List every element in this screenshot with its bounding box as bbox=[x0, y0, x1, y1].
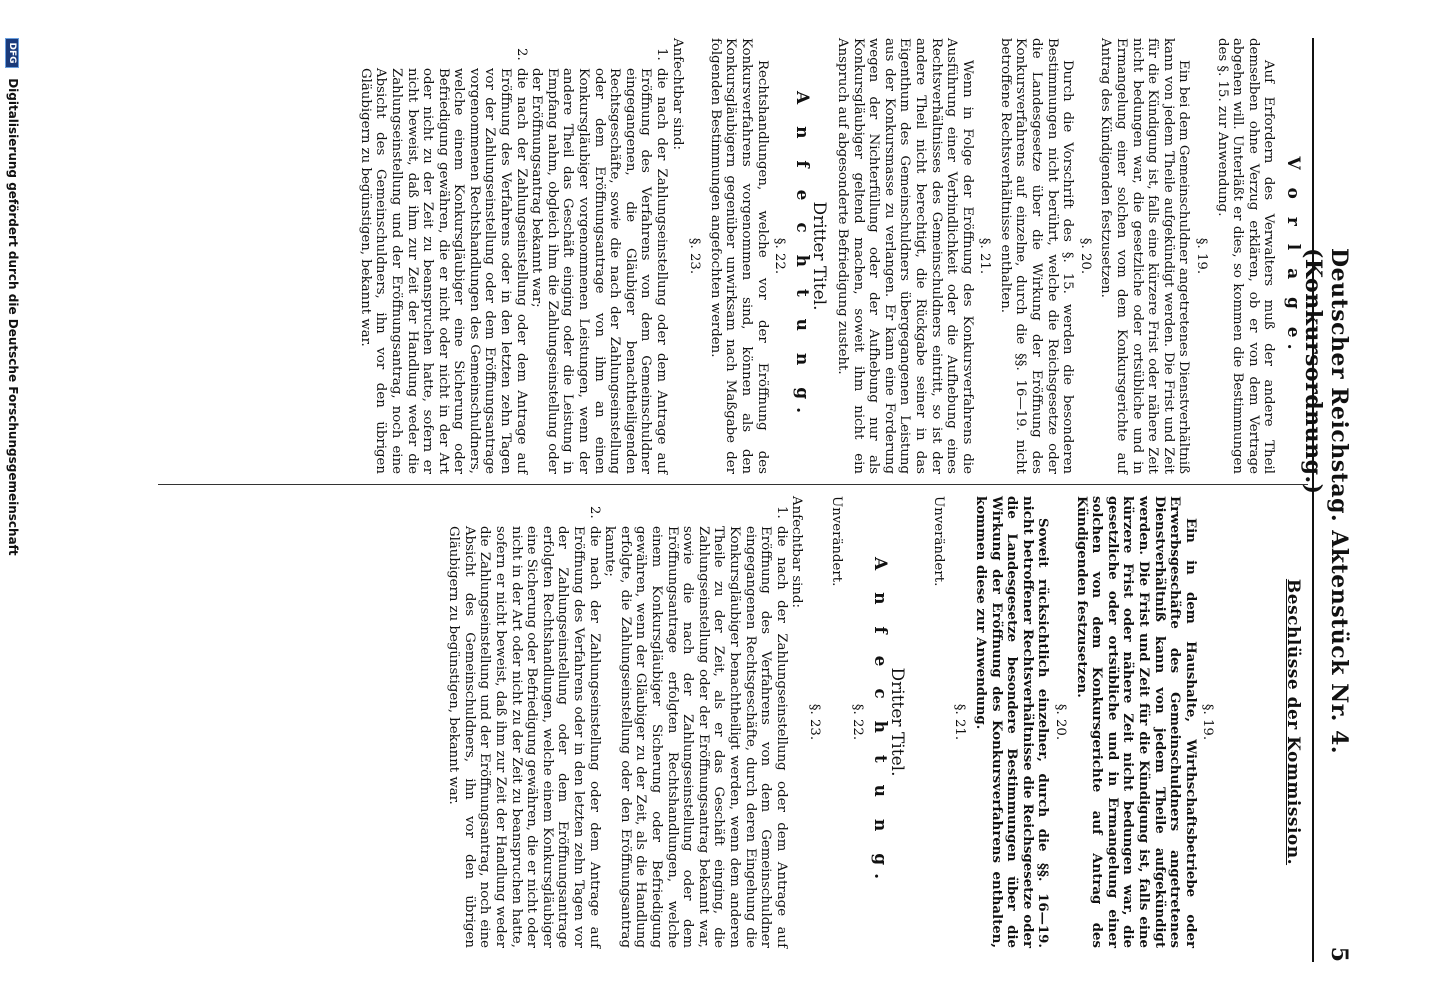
column-vorlage bbox=[357, 38, 1306, 474]
section-number: §. 23. bbox=[806, 703, 822, 741]
list-item bbox=[602, 496, 789, 948]
column-heading: V o r l a g e. bbox=[1283, 156, 1303, 356]
list-number: 2. bbox=[586, 506, 602, 519]
digitization-credit bbox=[6, 38, 21, 962]
list-item-text: die nach der Zahlungseinstellung oder dem Antrage auf Eröffnung des Verfahrens oder in den letzten zehn Tagen vor der Zahlungseinstellung oder dem Eröffnungsantrage erfolgten Rechtshandlungen, welche einem Konkursgläubiger eine Sicherung oder Befriedigung gewähren, die er nicht oder nicht in der Art oder nicht zu der Zeit zu beanspruchen hatte, sofern er nicht beweist, daß ihm zur Zeit der Handlung weder die Zahlungseinstellung und der Eröffnungsantrag, noch eine Absicht des Gemeinschuldners, ihn vor den übrigen Gläubigern zu begünstigen, bekannt war. bbox=[446, 526, 602, 948]
credit-text: Digitalisierung gefördert durch die Deutsche Forschungsgemeinschaft bbox=[6, 78, 20, 556]
section-number: §. 23. bbox=[687, 237, 703, 275]
paragraph: Wenn in Folge der Eröffnung des Konkursverfahrens die Ausführung einer Verbindlichkeit oder die Aufhebung eines Rechtsverhältnisses des Gemeinschuldners eintritt, so ist der andere Theil nicht berechtigt, die Rückgabe seiner in das Eigenthum des Gemeinschuldners übergegangenen Leistung aus der Konkursmasse zu verlangen. Er kann eine Forderung wegen der Nichterfüllung oder der Aufhebung nur als Konkursgläubiger geltend machen, soweit ihm nicht ein Anspruch auf abgesonderte Befriedigung zusteht. bbox=[834, 38, 975, 474]
list-item bbox=[446, 496, 602, 948]
paragraph: Rechtshandlungen, welche vor der Eröffnung des Konkursverfahrens vorgenommen sind, können als den Konkursgläubigern gegenüber unwirksam nach Maßgabe der folgenden Bestimmungen angefochten werden. bbox=[707, 38, 770, 474]
list-item bbox=[529, 38, 669, 474]
unchanged-note: Unverändert. bbox=[828, 496, 844, 587]
list-item-text: die nach der Zahlungseinstellung oder dem Antrage auf Eröffnung des Verfahrens oder in den letzten zehn Tagen vor der Zahlungseinstellung oder dem Eröffnungsantrage vorgenommenen Rechtshandlungen des Gemeinschuldners, welche einem Konkursgläubiger eine Sicherung oder Befriedigung gewähren, die er nicht oder nicht in der Art oder nicht zu der Zeit zu beanspruchen hatte, sofern er nicht beweist, daß ihm zur Zeit der Handlung weder die Zahlungseinstellung und der Eröffnungsantrag, noch eine Absicht des Gemeinschuldners, ihn vor den übrigen Gläubigern zu begünstigen, bekannt war. bbox=[357, 68, 529, 474]
title-heading: Dritter Titel. bbox=[887, 667, 908, 777]
section-number: §. 19. bbox=[1200, 703, 1216, 741]
section-number: §. 21. bbox=[952, 703, 968, 741]
paragraph: Durch die Vorschrift des §. 15. werden die besonderen Bestimmungen nicht berührt, welche die Reichsgesetze oder die Landesgesetze über die Wirkung der Eröffnung des Konkursverfahrens auf einzelne, durch die §§. 16—19. nicht betroffene Rechtsverhältnisse enthalten. bbox=[997, 38, 1076, 474]
header-rule bbox=[1312, 38, 1314, 962]
paragraph bbox=[1073, 496, 1198, 948]
list-number: 2. bbox=[513, 48, 529, 61]
paragraph: Anfechtbar sind: bbox=[789, 496, 805, 608]
paragraph: Anfechtbar sind: bbox=[669, 38, 685, 150]
list-number: 1. bbox=[654, 48, 670, 61]
unchanged-note: Unverändert. bbox=[930, 496, 946, 587]
header-title: Deutscher Reichstag. Aktenstück Nr. 4. (Konkursordnung.) bbox=[1300, 248, 1352, 755]
dfg-logo-icon: DFG bbox=[6, 38, 20, 68]
column-heading: Beschlüsse der Kommission. bbox=[1283, 578, 1303, 866]
paragraph: Auf Erfordern des Verwalters muß der andere Theil demselben ohne Verzug erklären, ob er von dem Vertrage abgehen will. Unterläßt er dies, so kommen die Bestimmungen des §. 15. zur Anwendung. bbox=[1214, 38, 1277, 474]
section-number: §. 22. bbox=[850, 703, 866, 741]
paragraph-text: Ein in dem Haushalte, Wirthschaftsbetriebe oder Erwerbsgeschäfte des Gemeinschuldners angetretenes Dienstverhältniß kann von jedem Theile aufgekündigt werden. Die Frist und Zeit für die Kündigung ist, falls eine kürzere Frist oder nähere Zeit nicht bedungen war, die gesetzliche oder ortsübliche und in Ermangelung einer solchen von dem Konkursgerichte auf Antrag des Kündigenden festzusetzen. bbox=[1073, 496, 1198, 948]
column-beschluesse bbox=[446, 496, 1306, 948]
section-number: §. 20. bbox=[1053, 703, 1069, 741]
section-number: §. 19. bbox=[1194, 237, 1210, 275]
section-number: §. 22. bbox=[772, 237, 788, 275]
list-item-text: die nach der Zahlungseinstellung oder dem Antrage auf Eröffnung des Verfahrens von dem Gemeinschuldner eingegangenen, die Gläubiger benachtheiligenden Rechtsgeschäfte, sowie die nach der Zahlungseinstellung oder dem Eröffnungsantrage von ihm an einen Konkursgläubiger vorgenommenen Leistungen, wenn der andere Theil das Geschäft einging oder die Leistung in Empfang nahm, obgleich ihm die Zahlungseinstellung oder der Eröffnungsantrag bekannt war; bbox=[529, 68, 670, 474]
column-divider bbox=[158, 484, 1308, 485]
section-number: §. 21. bbox=[977, 237, 993, 275]
list-number: 1. bbox=[773, 506, 789, 519]
title-subheading: A n f e c h t u n g. bbox=[869, 556, 890, 888]
section-number: §. 20. bbox=[1077, 237, 1093, 275]
page-header bbox=[1300, 38, 1352, 962]
page-number: 5 bbox=[1326, 946, 1352, 962]
title-subheading: A n f e c h t u n g. bbox=[791, 90, 812, 422]
paragraph: Ein bei dem Gemeinschuldner angetretenes Dienstverhältniß kann von jedem Theile aufgekündigt werden. Die Frist und Zeit für die Kündigung ist, falls eine kürzere Frist oder nähere Zeit nicht bedungen war, die gesetzliche oder ortsübliche und in Ermangelung einer solchen vom dem Konkursgerichte auf Antrag des Kündigenden festzusetzen. bbox=[1098, 38, 1192, 474]
paragraph: Soweit rücksichtlich einzelner, durch die §§. 16—19. nicht betroffener Rechtsverhältnisse die Reichsgesetze oder die Landesgesetze besondere Bestimmungen über die Wirkung der Eröffnung des Konkursverfahrens enthalten, kommen diese zur Anwendung. bbox=[973, 496, 1051, 948]
list-item bbox=[357, 38, 529, 474]
title-heading: Dritter Titel. bbox=[809, 201, 830, 311]
list-item-text: die nach der Zahlungseinstellung oder dem Antrage auf Eröffnung des Verfahrens von dem Gemeinschuldner eingegangenen Rechtsgeschäfte, durch deren Eingehung die Konkursgläubiger benachtheiligt werden, wenn dem anderen Theile zu der Zeit, als er das Geschäft einging, die Zahlungseinstellung oder der Eröffnungsantrag bekannt war, sowie die nach der Zahlungseinstellung oder dem Eröffnungsantrage erfolgten Rechtshandlungen, welche einem Konkursgläubiger Sicherung oder Befriedigung gewähren, wenn der Gläubiger zu der Zeit, als die Handlung erfolgte, die Zahlungseinstellung oder den Eröffnungsantrag kannte; bbox=[602, 526, 789, 948]
